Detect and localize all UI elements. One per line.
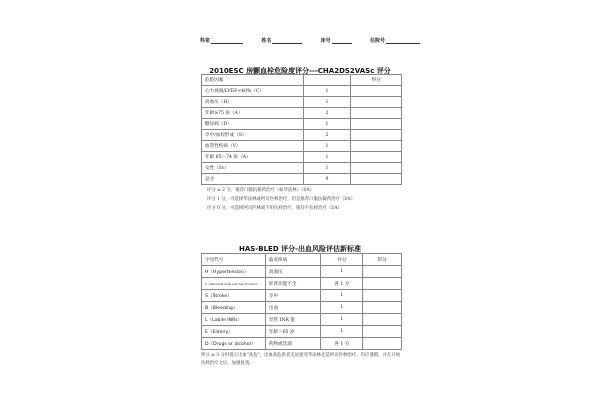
- note-line: 评分 1 分，可选择华法林或阿司匹林治疗，但是推荐口服抗凝药治疗（I/A）: [207, 197, 356, 202]
- factor-cell: 年龄≥75 岁（A）: [202, 108, 304, 119]
- dept-blank[interactable]: [211, 39, 243, 44]
- score-cell: 各 1 分: [321, 278, 363, 290]
- score-cell: 各 1 分: [321, 338, 363, 350]
- name-blank[interactable]: [272, 39, 302, 44]
- disease-cell: 肝肾功能不全: [265, 278, 321, 290]
- mark-cell[interactable]: [351, 152, 402, 163]
- mark-cell[interactable]: [351, 174, 402, 185]
- mark-cell[interactable]: [351, 86, 402, 97]
- mark-cell[interactable]: [363, 326, 402, 338]
- patient-header: [200, 37, 420, 44]
- table-row: [202, 108, 402, 119]
- score-cell: 1: [303, 163, 351, 174]
- factor-cell: 心力衰竭/LVEF<40%（C）: [202, 86, 304, 97]
- table-row: [202, 302, 402, 314]
- table-row: [202, 97, 402, 108]
- score-cell: 1: [321, 302, 363, 314]
- score-cell: 2: [303, 130, 351, 141]
- column-header: 临床疾病: [265, 254, 321, 266]
- table-header-row: [202, 254, 402, 266]
- code-cell: H（Hypertension）: [202, 266, 266, 278]
- cha2ds2vasc-notes: [207, 186, 355, 213]
- score-cell: 9: [303, 174, 351, 185]
- note-line: 评分 ≥ 2 分，推荐口服抗凝药治疗（如华法林）（I/A）: [207, 188, 315, 193]
- table-row: [202, 266, 402, 278]
- mark-cell[interactable]: [363, 290, 402, 302]
- table-row: [202, 119, 402, 130]
- disease-cell: 高血压: [265, 266, 321, 278]
- bed-field[interactable]: [321, 37, 352, 44]
- column-header: 评分: [321, 254, 363, 266]
- mark-cell[interactable]: [351, 97, 402, 108]
- code-cell: E（Elderly）: [202, 326, 266, 338]
- score-cell: 2: [303, 108, 351, 119]
- code-cell: B（Bleeding）: [202, 302, 266, 314]
- note-line: 评分 0 分，可选择阿司匹林或不用抗栓治疗，推荐不抗栓治疗（I/A）: [207, 206, 342, 211]
- factor-cell: 卒中/血栓形成（S）: [202, 130, 304, 141]
- column-header: 危险因素: [202, 75, 304, 86]
- has-bled-table: [201, 253, 402, 350]
- score-cell: 1: [303, 141, 351, 152]
- factor-cell: 总分: [202, 174, 304, 185]
- mark-cell[interactable]: [351, 119, 402, 130]
- score-cell: 1: [303, 97, 351, 108]
- mark-cell[interactable]: [363, 302, 402, 314]
- table-row: [202, 152, 402, 163]
- has-bled-title: HAS-BLED 评分-出血风险评估新标准: [239, 245, 361, 253]
- table-row-total: [202, 174, 402, 185]
- table-row: [202, 314, 402, 326]
- code-cell: A（Abnormal renal and liver function）: [202, 278, 266, 290]
- code-cell: D（Drugs or alcohol）: [202, 338, 266, 350]
- mark-cell[interactable]: [363, 338, 402, 350]
- table-row: [202, 163, 402, 174]
- column-header: 得分: [363, 254, 402, 266]
- disease-cell: 异常 INR 值: [265, 314, 321, 326]
- bed-blank[interactable]: [332, 39, 352, 44]
- dept-label: 科室: [200, 38, 211, 44]
- table-row: [202, 141, 402, 152]
- column-header: [303, 75, 351, 86]
- bed-label: 床号: [320, 38, 331, 44]
- table-row: [202, 338, 402, 350]
- mark-cell[interactable]: [363, 266, 402, 278]
- table-row: [202, 278, 402, 290]
- mark-cell[interactable]: [351, 141, 402, 152]
- column-header: 得分: [351, 75, 402, 86]
- factor-cell: 女性（Sc）: [202, 163, 304, 174]
- admission-blank[interactable]: [386, 39, 420, 44]
- table-row: [202, 130, 402, 141]
- score-cell: 1: [303, 152, 351, 163]
- table-row: [202, 290, 402, 302]
- code-cell: S（Stroke）: [202, 290, 266, 302]
- factor-cell: 年龄 65～74 岁（A）: [202, 152, 304, 163]
- name-field[interactable]: [261, 37, 302, 44]
- admission-label: 住院号: [369, 38, 385, 44]
- name-label: 姓名: [261, 38, 272, 44]
- disease-cell: 年龄＞65 岁: [265, 326, 321, 338]
- mark-cell[interactable]: [351, 108, 402, 119]
- table-row: [202, 86, 402, 97]
- score-cell: 1: [321, 326, 363, 338]
- disease-cell: 出血: [265, 302, 321, 314]
- score-cell: 1: [321, 314, 363, 326]
- factor-cell: 糖尿病（D）: [202, 119, 304, 130]
- mark-cell[interactable]: [363, 314, 402, 326]
- factor-cell: 高血压（H）: [202, 97, 304, 108]
- has-bled-notes: 积分 ≥ 3 分时提示出血"高危"，出血高危患者无论接受华法林还是阿司匹林治疗，均应谨慎，并在开始抗栓治疗之后，加强复查。: [201, 353, 401, 366]
- table-header-row: [202, 75, 402, 86]
- cha2ds2vasc-title: 2010ESC 房颤血栓危险度评分---CHA2DS2VASc 评分: [209, 67, 391, 75]
- score-cell: 1: [303, 119, 351, 130]
- score-cell: 1: [321, 266, 363, 278]
- cha2ds2vasc-table: [201, 74, 402, 185]
- factor-cell: 血管性疾病（V）: [202, 141, 304, 152]
- mark-cell[interactable]: [351, 130, 402, 141]
- code-cell: L（Labile INRs）: [202, 314, 266, 326]
- score-cell: 1: [321, 290, 363, 302]
- disease-cell: 卒中: [265, 290, 321, 302]
- disease-cell: 药物或饮酒: [265, 338, 321, 350]
- admission-field[interactable]: [370, 37, 420, 44]
- dept-field[interactable]: [200, 37, 243, 44]
- mark-cell[interactable]: [363, 278, 402, 290]
- mark-cell[interactable]: [351, 163, 402, 174]
- score-cell: 1: [303, 86, 351, 97]
- column-header: 字母代号: [202, 254, 266, 266]
- table-row: [202, 326, 402, 338]
